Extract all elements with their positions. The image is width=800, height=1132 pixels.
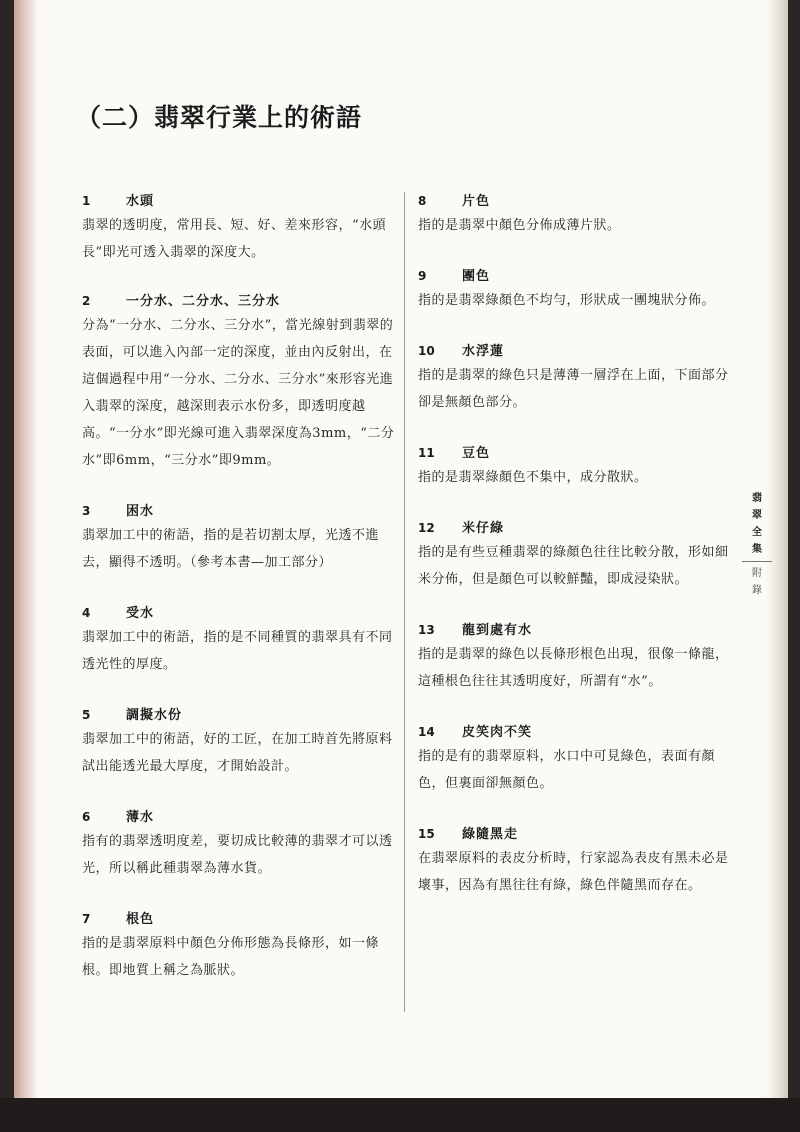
term-entry xyxy=(82,602,398,678)
left-column xyxy=(82,190,398,1010)
entry-number: 8 xyxy=(418,194,427,208)
term-entry xyxy=(418,340,730,416)
scan-bottom-border xyxy=(0,1098,800,1132)
entry-number: 5 xyxy=(82,708,91,722)
term-entry xyxy=(418,442,730,491)
page-gutter-shadow xyxy=(14,0,38,1098)
entry-term: 米仔綠 xyxy=(462,521,505,536)
entry-number: 12 xyxy=(418,521,435,535)
entry-definition: 指的是翡翠中顏色分佈成薄片狀。 xyxy=(418,218,621,233)
side-tab-section: 附錄 xyxy=(752,568,762,596)
term-entry xyxy=(82,290,398,474)
entry-number: 9 xyxy=(418,269,427,283)
entry-definition: 指的是翡翠的綠色只是薄薄一層浮在上面，下面部分卻是無顏色部分。 xyxy=(418,368,729,410)
entry-term: 豆色 xyxy=(462,446,491,461)
term-entry xyxy=(82,500,398,576)
term-entry xyxy=(82,190,398,266)
entry-number: 11 xyxy=(418,446,435,460)
column-divider xyxy=(404,192,405,1012)
entry-definition: 指的是翡翠的綠色以長條形根色出現，很像一條龍，這種根色往往其透明度好，所謂有“水”。 xyxy=(418,647,729,689)
entry-number: 4 xyxy=(82,606,91,620)
entry-term: 一分水、二分水、三分水 xyxy=(126,294,281,309)
entry-definition: 指的是翡翠綠顏色不均勻，形狀成一團塊狀分佈。 xyxy=(418,293,716,308)
term-entry xyxy=(418,265,730,314)
entry-number: 7 xyxy=(82,912,91,926)
entry-term: 團色 xyxy=(462,269,491,284)
entry-definition: 指的是有的翡翠原料，水口中可見綠色，表面有顏色，但裏面卻無顏色。 xyxy=(418,749,716,791)
entry-term: 片色 xyxy=(462,194,491,209)
term-entry xyxy=(418,823,730,899)
entry-term: 水頭 xyxy=(126,194,155,209)
term-entry xyxy=(418,517,730,593)
chapter-side-tab xyxy=(748,490,766,599)
entry-number: 15 xyxy=(418,827,435,841)
entry-definition: 分為“一分水、二分水、三分水”，當光線射到翡翠的表面，可以進入內部一定的深度，並由內反射出，在這個過程中用“一分水、二分水、三分水”來形容光進入翡翠的深度，越深則表示水份多，即透明度越高。“一分水”即光線可進入翡翠深度為3mm，“二分水”即6mm，“三分水”即9mm。 xyxy=(82,318,395,468)
entry-definition: 指的是翡翠綠顏色不集中，成分散狀。 xyxy=(418,470,648,485)
entry-number: 10 xyxy=(418,344,435,358)
entry-term: 皮笑肉不笑 xyxy=(462,725,533,740)
entry-number: 3 xyxy=(82,504,91,518)
entry-definition: 翡翠的透明度，常用長、短、好、差來形容，“水頭長”即光可透入翡翠的深度大。 xyxy=(82,218,387,260)
term-entry xyxy=(82,908,398,984)
entry-definition: 指的是翡翠原料中顏色分佈形態為長條形，如一條根。即地質上稱之為脈狀。 xyxy=(82,936,380,978)
term-entry xyxy=(82,704,398,780)
entry-term: 根色 xyxy=(126,912,155,927)
page-edge-shadow xyxy=(766,0,788,1098)
entry-term: 調擬水份 xyxy=(126,708,183,723)
entry-term: 龍到處有水 xyxy=(462,623,533,638)
entry-term: 綠隨黑走 xyxy=(462,827,519,842)
side-tab-rule xyxy=(742,561,772,562)
entry-definition: 翡翠加工中的術語，指的是不同種質的翡翠具有不同透光性的厚度。 xyxy=(82,630,393,672)
term-entry xyxy=(418,190,730,239)
entry-number: 2 xyxy=(82,294,91,308)
entry-term: 水浮蓮 xyxy=(462,344,505,359)
entry-term: 受水 xyxy=(126,606,155,621)
entry-term: 困水 xyxy=(126,504,155,519)
right-column xyxy=(418,190,730,925)
section-title: （二）翡翠行業上的術語 xyxy=(76,103,363,132)
entry-definition: 在翡翠原料的表皮分析時，行家認為表皮有黑未必是壞事，因為有黑往往有綠，綠色伴隨黑而存在。 xyxy=(418,851,729,893)
entry-number: 1 xyxy=(82,194,91,208)
term-entry xyxy=(418,721,730,797)
entry-number: 13 xyxy=(418,623,435,637)
term-entry xyxy=(82,806,398,882)
entry-definition: 翡翠加工中的術語，指的是若切割太厚，光透不進去，顯得不透明。（參考本書—加工部分） xyxy=(82,528,380,570)
entry-number: 6 xyxy=(82,810,91,824)
entry-term: 薄水 xyxy=(126,810,155,825)
term-entry xyxy=(418,619,730,695)
entry-definition: 翡翠加工中的術語，好的工匠，在加工時首先將原料試出能透光最大厚度，才開始設計。 xyxy=(82,732,393,774)
entry-number: 14 xyxy=(418,725,435,739)
entry-definition: 指的是有些豆種翡翠的綠顏色往往比較分散，形如細米分佈，但是顏色可以較鮮豔，即成浸染狀。 xyxy=(418,545,729,587)
entry-definition: 指有的翡翠透明度差，要切成比較薄的翡翠才可以透光，所以稱此種翡翠為薄水貨。 xyxy=(82,834,393,876)
side-tab-book-title: 翡翠全集 xyxy=(752,493,762,555)
